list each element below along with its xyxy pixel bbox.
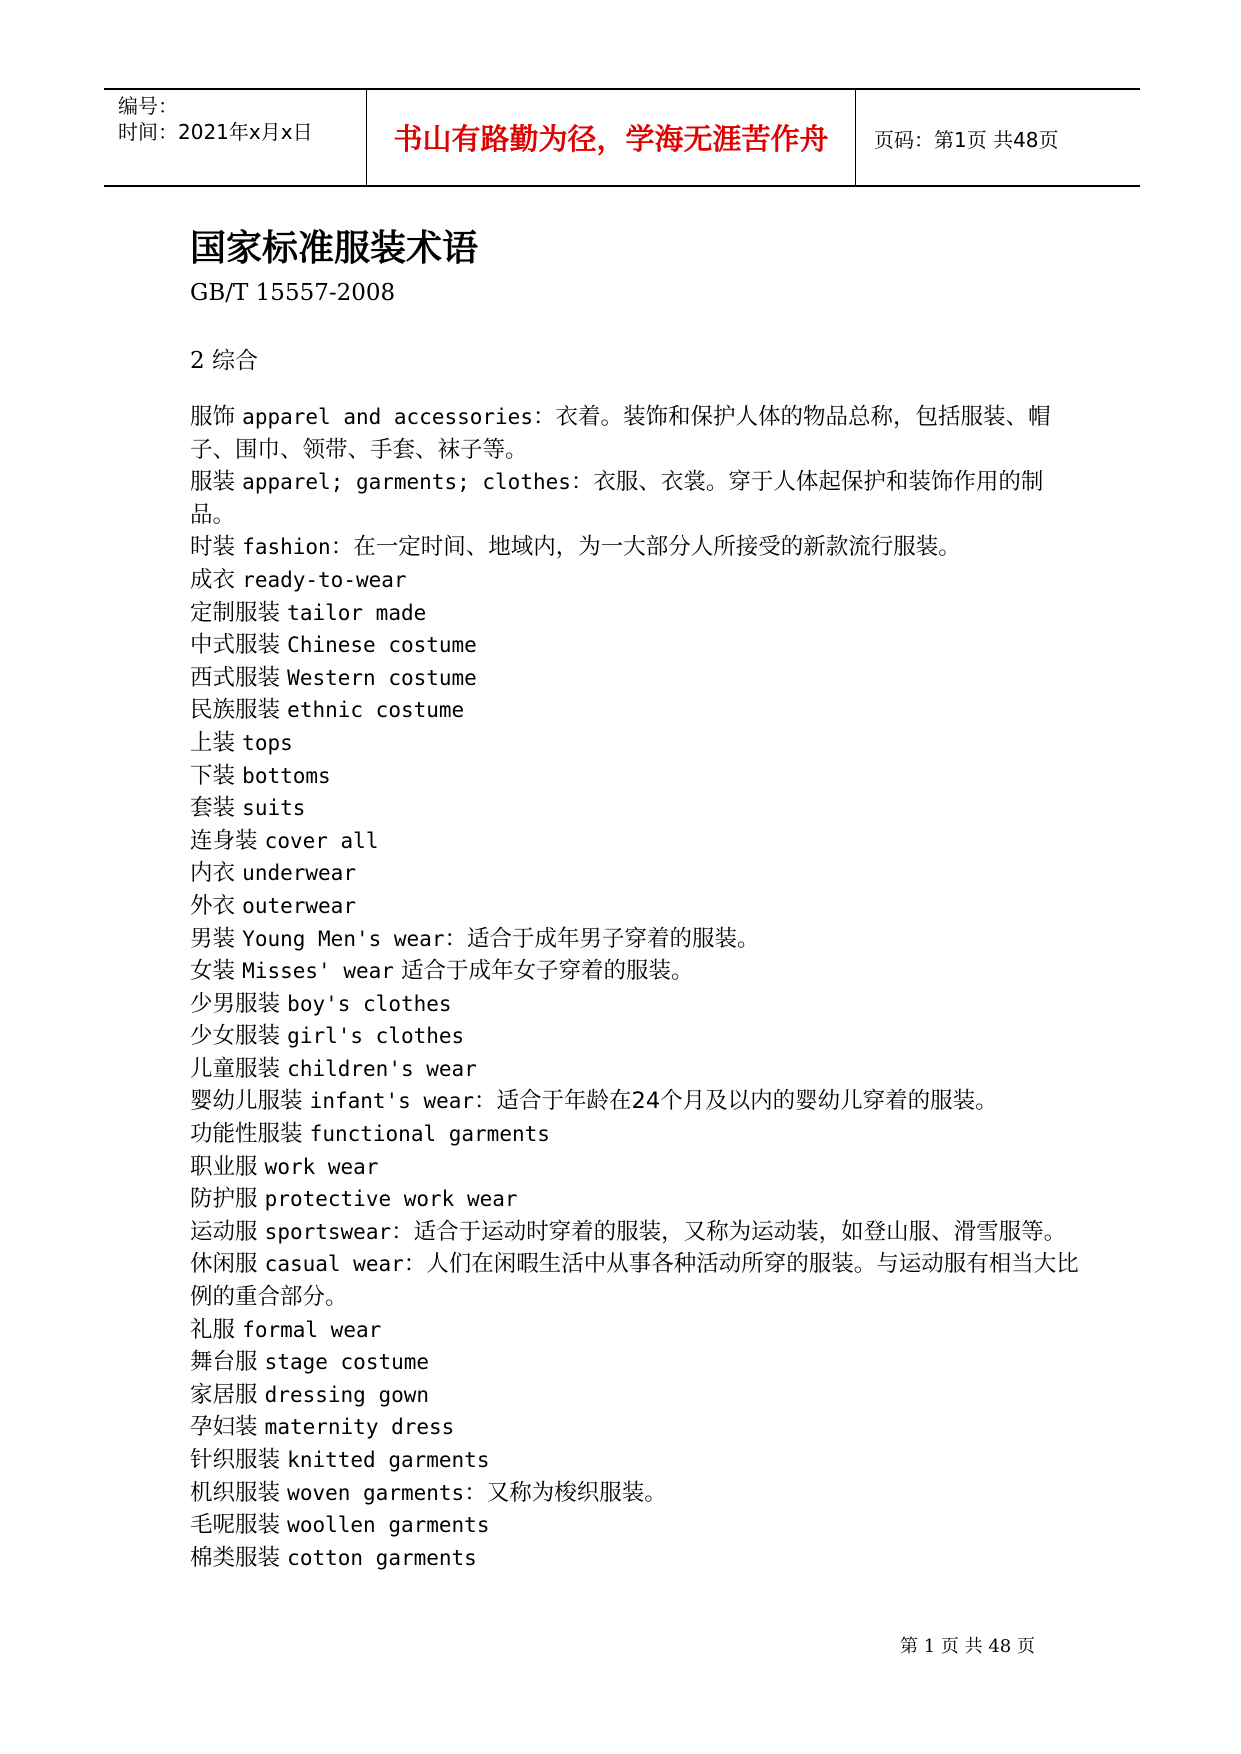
term-chinese: 西式服装 (190, 664, 281, 691)
term-english: cotton garments (287, 1545, 477, 1570)
term-english: functional garments (309, 1122, 550, 1147)
term-english: formal wear (242, 1317, 382, 1342)
term-english: apparel and accessories (242, 405, 533, 429)
term-chinese: 舞台服 (190, 1349, 258, 1376)
term-english: boy's clothes (287, 991, 452, 1016)
term-definition: ：适合于年龄在24个月及以内的婴幼儿穿着的服装。 (474, 1088, 998, 1115)
term-chinese: 针织服装 (190, 1447, 281, 1473)
term-english: cover all (264, 828, 379, 853)
page-title: 国家标准服装术语 (190, 228, 479, 269)
term-chinese: 时装 (190, 534, 236, 561)
term-entry (190, 1346, 1080, 1379)
term-chinese: 服装 (190, 469, 236, 496)
term-entry (190, 760, 1080, 793)
term-definition: 适合于成年女子穿着的服装。 (393, 958, 694, 985)
term-chinese: 棉类服装 (190, 1544, 281, 1571)
term-english: protective work wear (264, 1187, 518, 1212)
term-chinese: 孕妇装 (190, 1414, 258, 1441)
term-english: dressing gown (264, 1382, 430, 1407)
term-english: work wear (264, 1154, 379, 1179)
term-english: Young Men's wear (242, 926, 445, 951)
term-chinese: 功能性服装 (190, 1121, 303, 1148)
term-entry (190, 1183, 1080, 1216)
term-english: tailor made (287, 600, 427, 625)
term-entry (190, 1020, 1080, 1053)
term-entry (190, 1379, 1080, 1412)
term-entry (190, 955, 1080, 988)
term-entry (190, 1151, 1080, 1184)
term-english: Chinese costume (287, 633, 477, 658)
term-entry (190, 1477, 1080, 1510)
document-header (104, 88, 1140, 187)
term-english: infant's wear (309, 1089, 475, 1114)
term-entry (190, 1216, 1080, 1249)
term-chinese: 成衣 (190, 566, 236, 593)
term-entry (190, 857, 1080, 890)
number-label: 编号： (118, 94, 178, 118)
term-english: ready-to-wear (242, 567, 407, 592)
term-entry (190, 1542, 1080, 1575)
term-entry (190, 564, 1080, 597)
term-entry (190, 825, 1080, 858)
term-definition: ：在一定时间、地域内，为一大部分人所接受的新款流行服装。 (330, 534, 961, 561)
term-definition: ：人们在闲暇生活中从事各种活动所穿的服装。与运动服有相当大比例的重合部分。 (190, 1251, 1079, 1311)
motto-text: 书山有路勤为径，学海无涯苦作舟 (393, 122, 829, 156)
term-chinese: 儿童服装 (190, 1055, 281, 1082)
term-entry (190, 1248, 1080, 1313)
term-chinese: 毛呢服装 (190, 1512, 281, 1539)
term-chinese: 中式服装 (190, 632, 281, 659)
term-chinese: 休闲服 (190, 1251, 258, 1278)
term-chinese: 女装 (190, 958, 236, 985)
term-english: knitted garments (287, 1448, 490, 1472)
term-english: Misses' wear (242, 959, 394, 984)
term-chinese: 礼服 (190, 1316, 236, 1343)
date-line: 时间：2021年x月x日 (118, 120, 313, 144)
term-definition: ：衣服、衣裳。穿于人体起保护和装饰作用的制品。 (190, 469, 1044, 528)
term-entry (190, 792, 1080, 825)
term-english: stage costume (264, 1350, 430, 1375)
term-chinese: 服饰 (190, 404, 236, 430)
term-english: apparel; garments; clothes (242, 470, 571, 495)
term-definition: ：适合于成年男子穿着的服装。 (444, 925, 760, 952)
header-meta-cell (104, 90, 366, 185)
section-heading: 2 综合 (190, 348, 258, 374)
term-definition: ：适合于运动时穿着的服装，又称为运动装，如登山服、滑雪服等。 (391, 1218, 1067, 1245)
term-definition: ：又称为梭织服装。 (464, 1479, 667, 1506)
term-chinese: 运动服 (190, 1218, 258, 1245)
term-entry (190, 629, 1080, 662)
term-english: outerwear (242, 893, 356, 918)
term-english: casual wear (264, 1252, 404, 1277)
term-chinese: 婴幼儿服装 (190, 1088, 303, 1115)
term-chinese: 下装 (190, 762, 236, 789)
term-chinese: 上装 (190, 729, 236, 756)
term-english: sportswear (264, 1219, 392, 1244)
term-english: children's wear (287, 1056, 477, 1081)
term-entry (190, 727, 1080, 760)
term-english: Western costume (287, 665, 477, 690)
term-entry (190, 597, 1080, 630)
term-chinese: 机织服装 (190, 1479, 281, 1506)
term-entry (190, 1118, 1080, 1151)
term-entry (190, 1085, 1080, 1118)
term-chinese: 男装 (190, 925, 236, 952)
term-entry (190, 1053, 1080, 1086)
term-english: ethnic costume (287, 698, 465, 723)
term-entry (190, 1411, 1080, 1444)
term-chinese: 套装 (190, 795, 236, 822)
page-info: 页码：第1页 共48页 (874, 128, 1059, 152)
term-entry (190, 531, 1080, 564)
term-entry (190, 1314, 1080, 1347)
term-chinese: 少男服装 (190, 990, 281, 1017)
term-chinese: 外衣 (190, 892, 236, 919)
term-entry (190, 466, 1080, 531)
term-english: maternity dress (264, 1415, 455, 1440)
header-motto-cell (366, 90, 856, 185)
term-entry (190, 988, 1080, 1021)
term-english: tops (242, 730, 293, 755)
term-entry (190, 1509, 1080, 1542)
term-entry (190, 890, 1080, 923)
term-chinese: 少女服装 (190, 1023, 281, 1050)
term-entry (190, 694, 1080, 727)
term-chinese: 职业服 (190, 1153, 258, 1180)
term-english: suits (242, 796, 306, 821)
term-english: fashion (242, 535, 331, 560)
term-chinese: 家居服 (190, 1381, 258, 1408)
term-chinese: 民族服装 (190, 697, 281, 724)
term-entry (190, 1444, 1080, 1477)
term-chinese: 防护服 (190, 1186, 258, 1213)
term-english: girl's clothes (287, 1024, 465, 1049)
terms-list (190, 401, 1080, 1574)
term-chinese: 内衣 (190, 860, 236, 887)
term-english: underwear (242, 861, 356, 886)
term-chinese: 连身装 (190, 827, 258, 854)
term-chinese: 定制服装 (190, 599, 281, 626)
term-english: bottoms (242, 763, 331, 788)
term-english: woollen garments (287, 1513, 490, 1538)
term-entry (190, 662, 1080, 695)
term-english: woven garments (287, 1480, 465, 1505)
header-page-cell (856, 90, 1140, 185)
term-entry (190, 923, 1080, 956)
page-footer: 第 1 页 共 48 页 (900, 1636, 1035, 1657)
standard-code: GB/T 15557-2008 (190, 280, 396, 306)
term-entry (190, 401, 1080, 466)
term-definition: ：衣着。装饰和保护人体的物品总称，包括服装、帽子、围巾、领带、手套、袜子等。 (190, 404, 1051, 463)
